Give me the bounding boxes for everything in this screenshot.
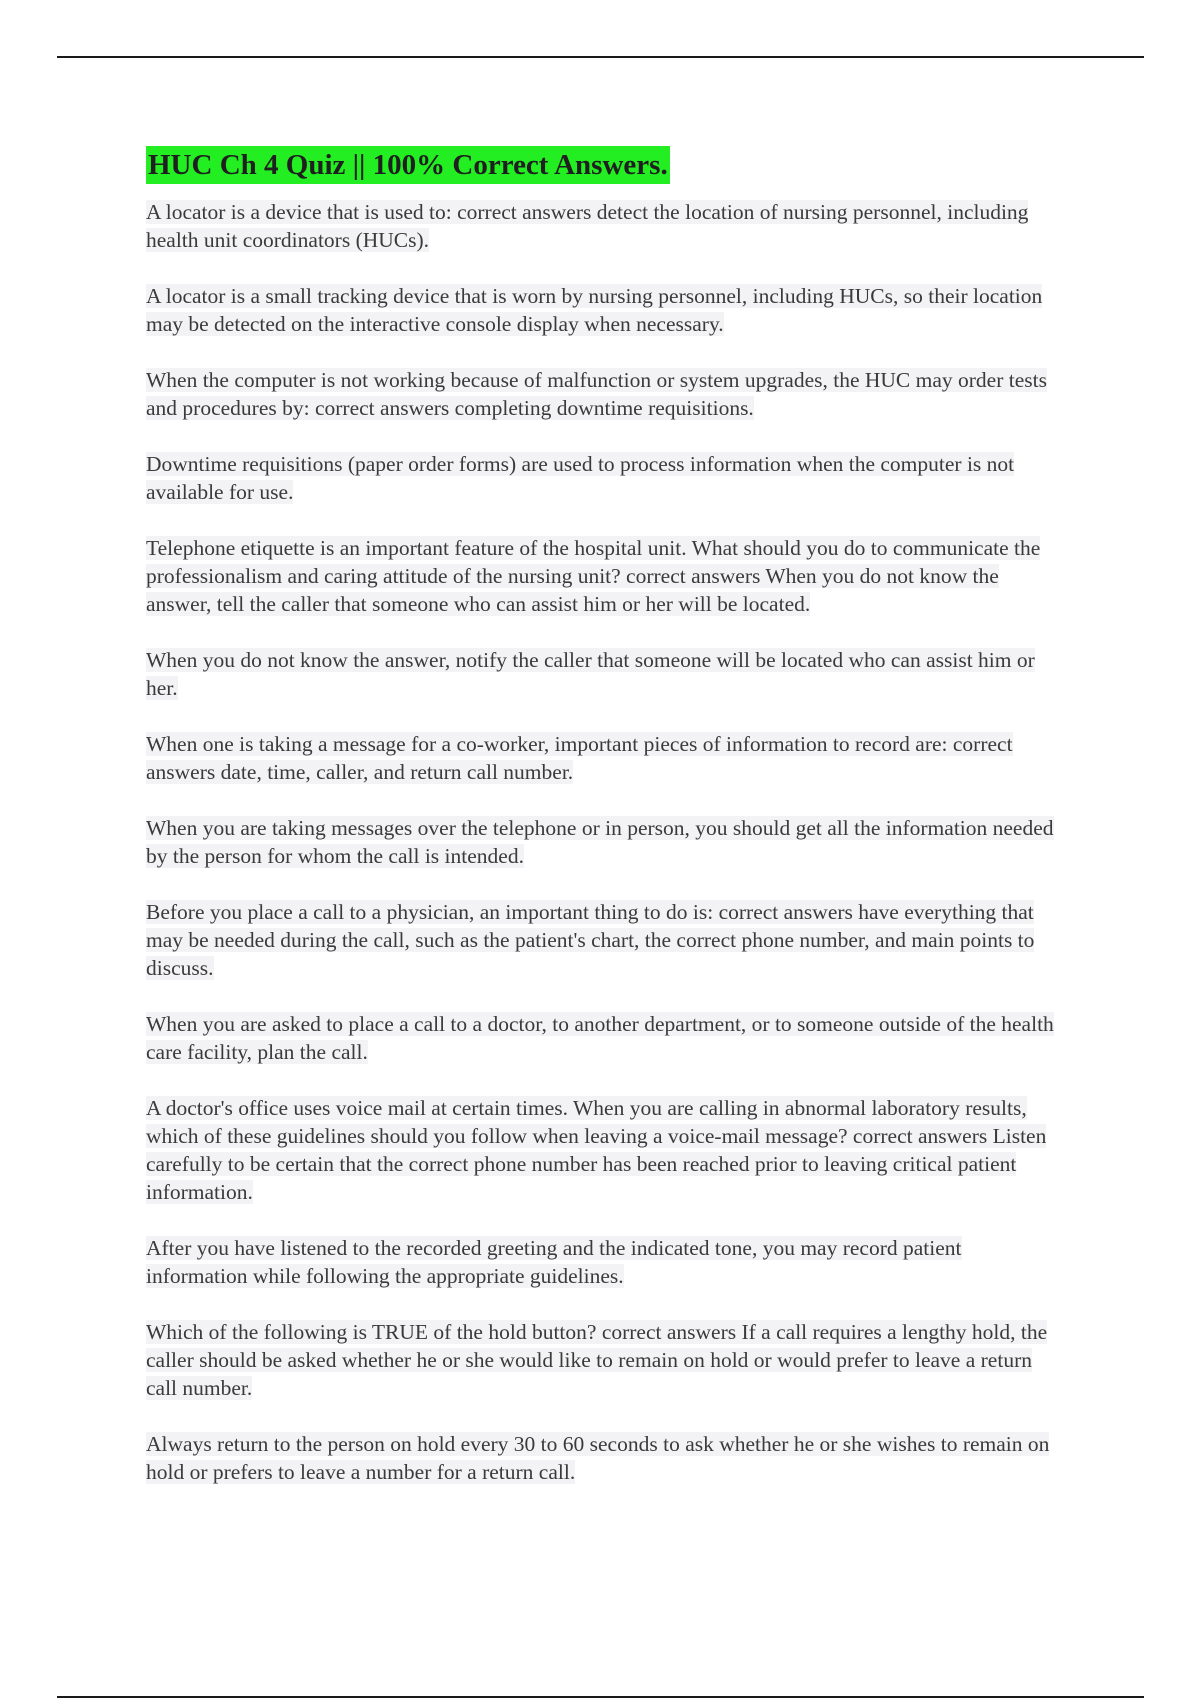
paragraph: Always return to the person on hold every 30 to 60 seconds to ask whether he or she wishes to remain on hold or prefers to leave a number for a return call. <box>146 1432 1050 1484</box>
paragraph: Downtime requisitions (paper order forms) are used to process information when the computer is not available for use. <box>146 452 1015 504</box>
paragraph: When you are asked to place a call to a doctor, to another department, or to someone outside of the health care facility, plan the call. <box>146 1012 1054 1064</box>
paragraph: A locator is a small tracking device that is worn by nursing personnel, including HUCs, so their location may be detected on the interactive console display when necessary. <box>146 284 1043 336</box>
paragraph: Before you place a call to a physician, an important thing to do is: correct answers have everything that may be needed during the call, such as the patient's chart, the correct phone number, and main points to discuss. <box>146 900 1035 980</box>
paragraph: When you do not know the answer, notify the caller that someone will be located who can assist him or her. <box>146 648 1035 700</box>
paragraph: When the computer is not working because of malfunction or system upgrades, the HUC may order tests and procedures by: correct answers completing downtime requisitions. <box>146 368 1047 420</box>
document-title: HUC Ch 4 Quiz || 100% Correct Answers. <box>146 146 670 184</box>
footer-rule <box>57 1696 1144 1698</box>
paragraph: A locator is a device that is used to: correct answers detect the location of nursing personnel, including health unit coordinators (HUCs). <box>146 200 1029 252</box>
paragraph: When one is taking a message for a co-worker, important pieces of information to record are: correct answers date, time, caller, and return call number. <box>146 732 1013 784</box>
paragraph: A doctor's office uses voice mail at certain times. When you are calling in abnormal laboratory results, which of these guidelines should you follow when leaving a voice-mail message? correct answers Listen carefully to be certain that the correct phone number has been reached prior to leaving critical patient information. <box>146 1096 1047 1204</box>
paragraph: When you are taking messages over the telephone or in person, you should get all the information needed by the person for whom the call is intended. <box>146 816 1054 868</box>
paragraph: Telephone etiquette is an important feature of the hospital unit. What should you do to communicate the professionalism and caring attitude of the nursing unit? correct answers When you do not know the answer, tell the caller that someone who can assist him or her will be located. <box>146 536 1041 616</box>
paragraph: After you have listened to the recorded greeting and the indicated tone, you may record patient information while following the appropriate guidelines. <box>146 1236 962 1288</box>
paragraph: Which of the following is TRUE of the hold button? correct answers If a call requires a lengthy hold, the caller should be asked whether he or she would like to remain on hold or would prefer to leave a return call number. <box>146 1320 1048 1400</box>
header-rule <box>57 56 1144 58</box>
document-body <box>146 146 1066 1514</box>
